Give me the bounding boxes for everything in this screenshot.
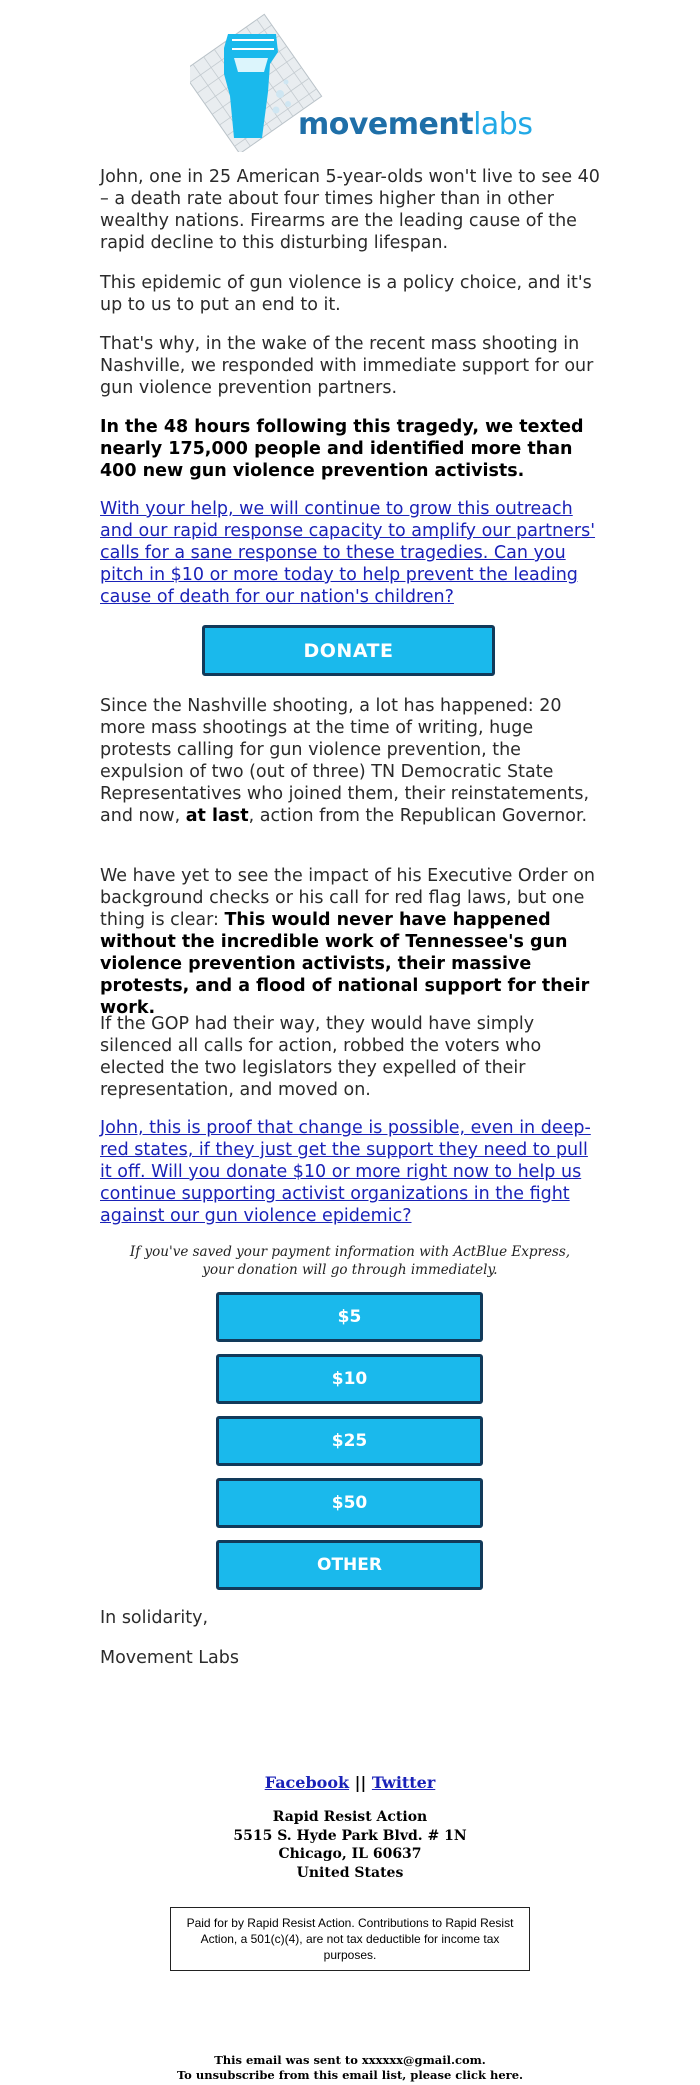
donate-ask-link-1[interactable]: With your help, we will continue to grow this outreach and our rapid response capacity to amplify our partners' calls for a sane response to these tragedies. Can you pitch in $10 or more today to help prevent the leading cause of death for our nation's children? bbox=[100, 499, 596, 607]
paragraph-nashville-response: That's why, in the wake of the recent mass shooting in Nashville, we responded with immediate support for our gun violence prevention partners. bbox=[100, 334, 594, 398]
paragraph-intro: John, one in 25 American 5-year-olds won't live to see 40 – a death rate about four times higher than in other wealthy nations. Firearms are the leading cause of the rapid decline to this disturbing lifespan. bbox=[100, 167, 600, 253]
mailing-address bbox=[0, 1808, 700, 1882]
facebook-link[interactable]: Facebook bbox=[264, 1773, 350, 1792]
address-country: United States bbox=[296, 1864, 404, 1881]
actblue-express-note: If you've saved your payment information with ActBlue Express, your donation will go through immediately. bbox=[129, 1244, 571, 1278]
paragraph-policy-choice: This epidemic of gun violence is a policy choice, and it's up to us to put an end to it. bbox=[100, 273, 592, 315]
signature: Movement Labs bbox=[100, 1648, 239, 1668]
paragraph-gop: If the GOP had their way, they would have simply silenced all calls for action, robbed the voters who elected the two legislators they expelled of their representation, and moved on. bbox=[100, 1014, 542, 1100]
p6-text-a: We have yet to see the impact of his Executive Order on background checks or his call for red flag laws, but one thing is clear: bbox=[100, 866, 595, 930]
donate-amount-50-button[interactable]: $50 bbox=[216, 1478, 483, 1528]
social-links bbox=[0, 1773, 700, 1792]
address-city: Chicago, IL 60637 bbox=[278, 1846, 422, 1862]
donate-amount-other-button[interactable]: OTHER bbox=[216, 1540, 483, 1590]
p5-text-a: Since the Nashville shooting, a lot has happened: 20 more mass shootings at the time of writing, huge protests calling for gun violence prevention, the expulsion of two (out of three) TN Democratic State Representatives who joined them, their reinstatements, and now, bbox=[100, 696, 590, 826]
p5-text-b: , action from the Republican Governor. bbox=[248, 806, 588, 826]
twitter-link[interactable]: Twitter bbox=[371, 1773, 436, 1792]
paragraph-ask-2 bbox=[100, 1117, 605, 1227]
paragraph-since-nashville bbox=[100, 695, 605, 827]
paragraph-outreach-stats: In the 48 hours following this tragedy, we texted nearly 175,000 people and identified more than 400 new gun violence prevention activists. bbox=[100, 417, 584, 481]
paragraph-executive-order bbox=[100, 865, 605, 1019]
donate-ask-link-2[interactable]: John, this is proof that change is possible, even in deep-red states, if they just get the support they need to pull it off. Will you donate $10 or more right now to help us continue supporting activist organizations in the fight against our gun violence epidemic? bbox=[100, 1118, 591, 1226]
donate-amount-10-button[interactable]: $10 bbox=[216, 1354, 483, 1404]
donate-amount-25-button[interactable]: $25 bbox=[216, 1416, 483, 1466]
signoff: In solidarity, bbox=[100, 1608, 209, 1628]
logo-wordmark bbox=[298, 108, 532, 142]
logo-word-labs: labs bbox=[473, 107, 533, 142]
donate-button[interactable]: DONATE bbox=[202, 625, 495, 676]
address-street: 5515 S. Hyde Park Blvd. # 1N bbox=[233, 1827, 467, 1844]
unsubscribe-link[interactable]: To unsubscribe from this email list, please click here. bbox=[176, 2068, 524, 2082]
address-org: Rapid Resist Action bbox=[272, 1809, 428, 1825]
paragraph-ask-1 bbox=[100, 498, 605, 608]
sent-to-text: This email was sent to xxxxxx@gmail.com. bbox=[214, 2053, 486, 2067]
social-separator: || bbox=[354, 1773, 367, 1792]
donate-amount-5-button[interactable]: $5 bbox=[216, 1292, 483, 1342]
unsubscribe-block bbox=[0, 2053, 700, 2083]
p5-bold: at last bbox=[185, 806, 249, 826]
p6-bold: This would never have happened without the incredible work of Tennessee's gun violence prevention activists, their massive protests, and a flood of national support for their work. bbox=[100, 910, 590, 1018]
logo-word-movement: movement bbox=[298, 107, 474, 142]
paid-for-disclaimer: Paid for by Rapid Resist Action. Contributions to Rapid Resist Action, a 501(c)(4), are not tax deductible for income tax purposes. bbox=[170, 1907, 530, 1971]
